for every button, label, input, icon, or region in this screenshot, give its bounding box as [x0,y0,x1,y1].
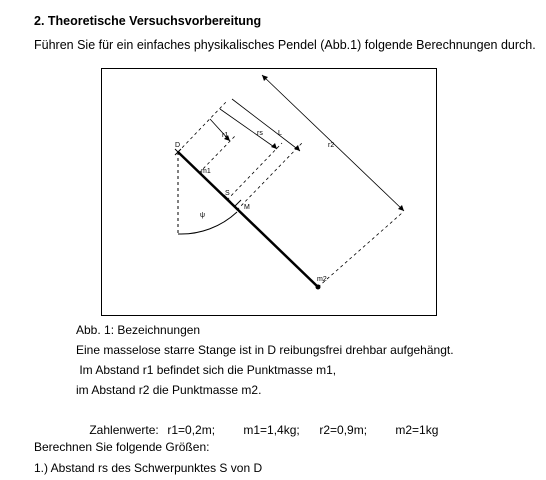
caption-line-2: Im Abstand r1 befindet sich die Punktmasse m1, [76,363,337,377]
values-label: Zahlenwerte: [89,423,159,437]
caption-title: Abb. 1: Bezeichnungen [76,323,201,337]
label-S: S [225,190,230,197]
label-D: D [175,142,181,149]
value-r2: r2=0,9m; [319,423,368,437]
caption-line-3: im Abstand r2 die Punktmasse m2. [76,383,262,397]
label-m1: m1 [201,168,211,175]
pendulum-rod [178,152,318,287]
label-rs: rs [257,130,263,137]
pendulum-diagram [102,69,438,317]
value-m1: m1=1,4kg; [243,423,300,437]
section-title: Berechnen Sie folgende Größen: [34,440,210,454]
intro-text: Führen Sie für ein einfaches physikalisches Pendel (Abb.1) folgende Berechnungen durch. [34,38,536,52]
label-m2: m2 [317,276,327,283]
label-r2: r2 [328,142,335,149]
label-M: M [244,204,250,211]
value-m2: m2=1kg [395,423,439,437]
label-L: L [278,130,282,137]
angle-arc [178,212,237,234]
question-1: 1.) Abstand rs des Schwerpunktes S von D [34,461,263,475]
label-psi: ψ [200,212,205,219]
value-r1: r1=0,2m; [167,423,216,437]
caption-line-1: Eine masselose starre Stange ist in D reibungsfrei drehbar aufgehängt. [76,343,454,357]
label-r1: r1 [222,132,229,139]
pendulum-figure [101,68,437,316]
figure-caption [76,320,454,460]
section-heading: 2. Theoretische Versuchsvorbereitung [34,14,262,28]
